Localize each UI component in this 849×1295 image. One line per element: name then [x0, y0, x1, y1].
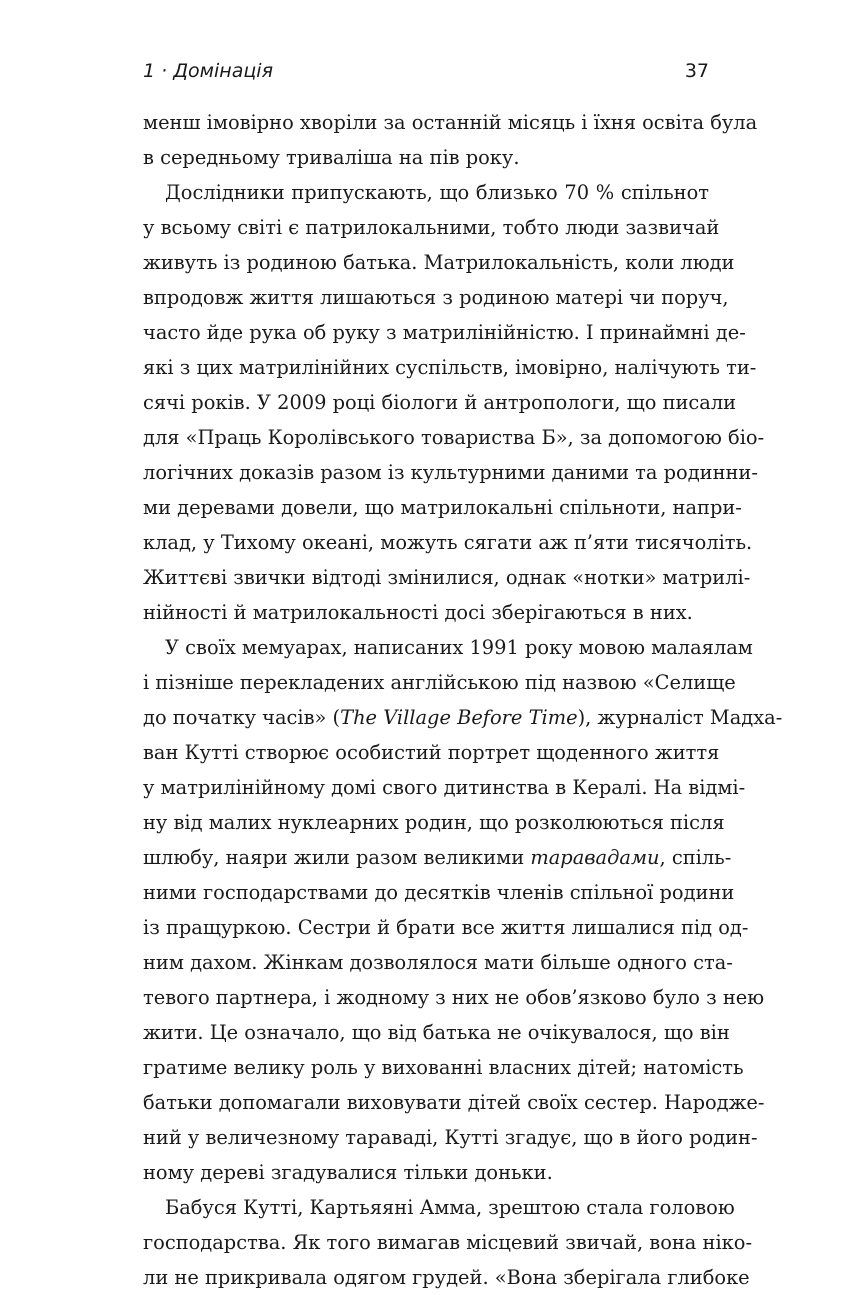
text-line: ний у величезному тараваді, Кутті згадує, що в його родин-	[143, 1126, 758, 1149]
text-line: живуть із родиною батька. Матрилокальність, коли люди	[143, 251, 735, 274]
text-line: ли не прикривала одягом грудей. «Вона зберігала глибоке	[143, 1266, 750, 1289]
body-text	[143, 105, 783, 1295]
text-line: ван Кутті створює особистий портрет щоденного життя	[143, 741, 720, 764]
text-line: у матрилінійному домі свого дитинства в Кералі. На відмі-	[143, 776, 746, 799]
text-line: У своїх мемуарах, написаних 1991 року мовою малаялам	[165, 636, 753, 659]
text-line: батьки допомагали виховувати дітей своїх сестер. Народже-	[143, 1091, 765, 1114]
chapter-title: 1 · Домінація	[143, 60, 273, 82]
text-line: сячі років. У 2009 році біологи й антропологи, що писали	[143, 391, 737, 414]
text-line: для «Праць Королівського товариства Б», за допомогою біо-	[143, 426, 765, 449]
text-line: менш імовірно хворіли за останній місяць і їхня освіта була	[143, 111, 758, 134]
text-line: ним дахом. Жінкам дозволялося мати більше одного ста-	[143, 951, 733, 974]
page-number: 37	[684, 60, 709, 82]
text-line: впродовж життя лишаються з родиною матері чи поруч,	[143, 286, 729, 309]
text-line: які з цих матрилінійних суспільств, імовірно, налічують ти-	[143, 356, 757, 379]
text-line: жити. Це означало, що від батька не очікувалося, що він	[143, 1021, 730, 1044]
text-line: в середньому триваліша на пів року.	[143, 146, 520, 169]
running-header	[143, 59, 709, 83]
text-line: до початку часів» (The Village Before Time), журналіст Мадха-	[143, 706, 783, 729]
text-line: і пізніше перекладених англійською під назвою «Селище	[143, 671, 736, 694]
text-line: ми деревами довели, що матрилокальні спільноти, напри-	[143, 496, 742, 519]
text-line: Бабуся Кутті, Картьяяні Амма, зрештою стала головою	[165, 1196, 735, 1219]
text-line: Дослідники припускають, що близько 70 % спільнот	[165, 181, 709, 204]
text-line: шлюбу, наяри жили разом великими таравадами, спіль-	[143, 846, 732, 869]
text-line: часто йде рука об руку з матрилінійністю. І принаймні де-	[143, 321, 746, 344]
text-line: тевого партнера, і жодному з них не обов’язково було з нею	[143, 986, 765, 1009]
text-line: логічних доказів разом із культурними даними та родинни-	[143, 461, 758, 484]
text-line: ну від малих нуклеарних родин, що розколюються після	[143, 811, 725, 834]
text-line: ному дереві згадувалися тільки доньки.	[143, 1161, 553, 1184]
text-line: господарства. Як того вимагав місцевий звичай, вона ніко-	[143, 1231, 752, 1254]
text-line: Життєві звички відтоді змінилися, однак «нотки» матрилі-	[143, 566, 751, 589]
text-line: нійності й матрилокальності досі зберігаються в них.	[143, 601, 693, 624]
text-line: клад, у Тихому океані, можуть сягати аж п’яти тисячоліть.	[143, 531, 753, 554]
text-line: із пращуркою. Сестри й брати все життя лишалися під од-	[143, 916, 749, 939]
text-line: ними господарствами до десятків членів спільної родини	[143, 881, 735, 904]
text-line: у всьому світі є патрилокальними, тобто люди зазвичай	[143, 216, 720, 239]
text-line: гратиме велику роль у вихованні власних дітей; натомість	[143, 1056, 744, 1079]
